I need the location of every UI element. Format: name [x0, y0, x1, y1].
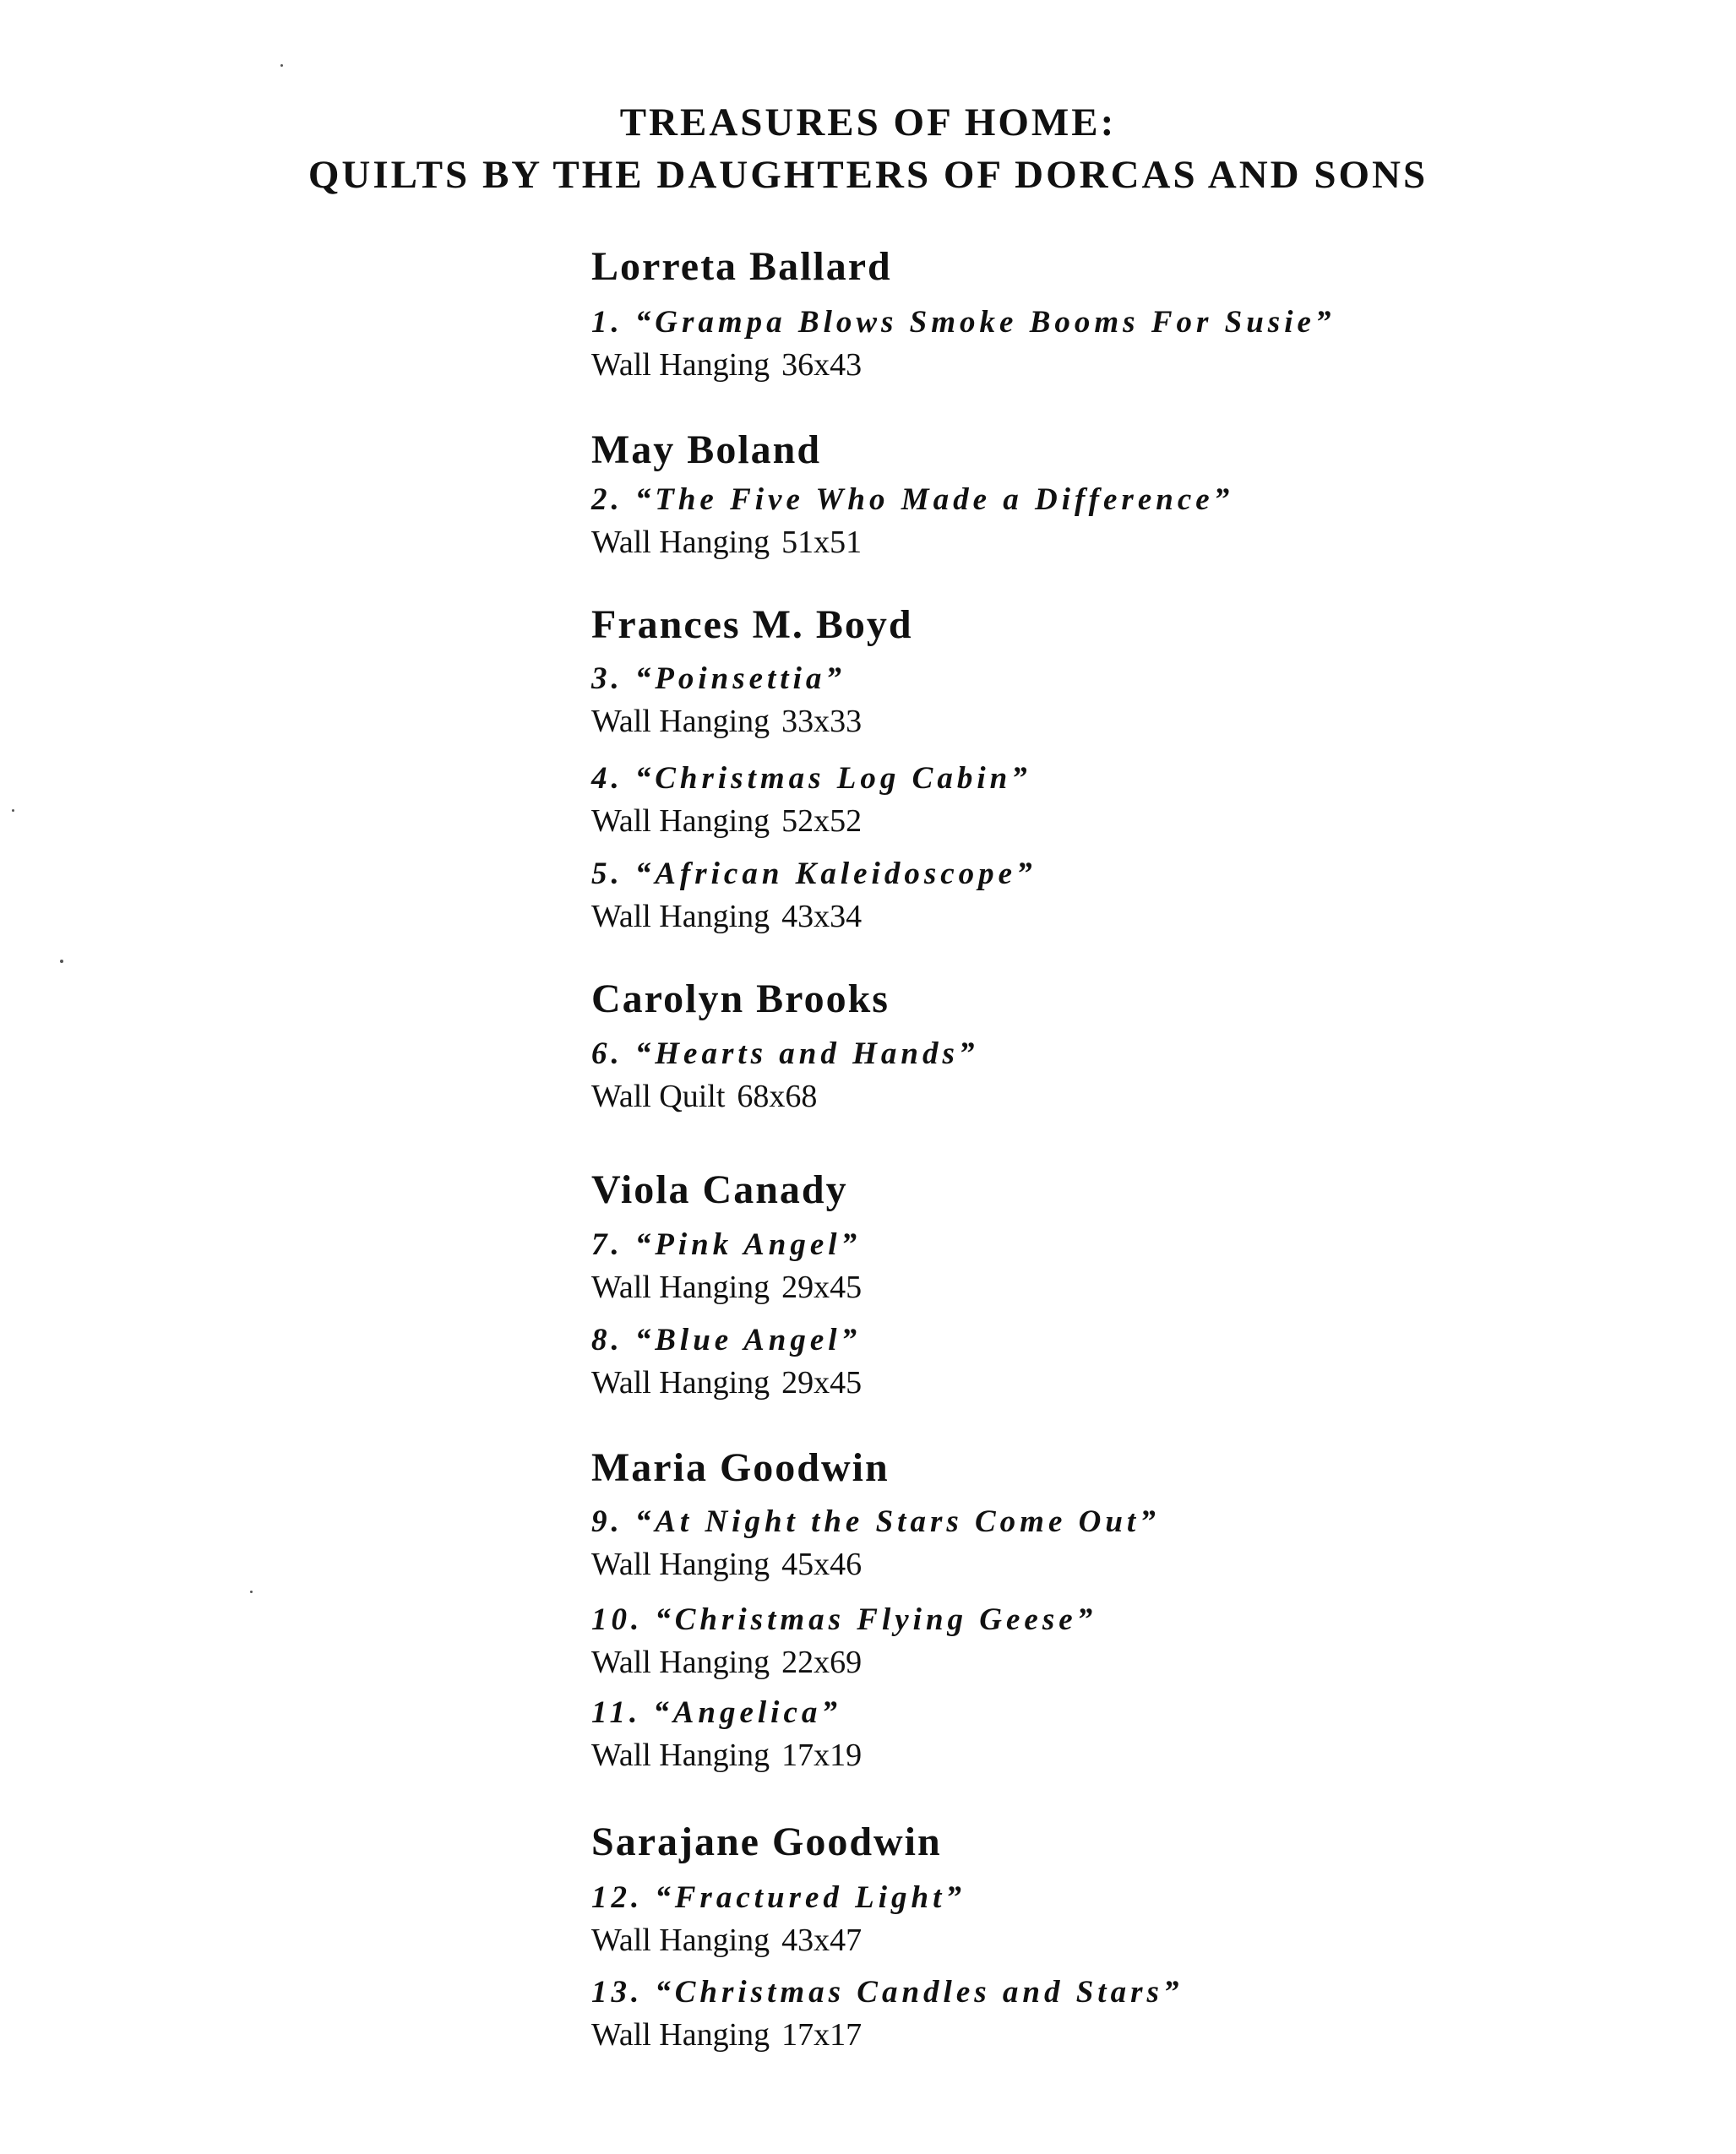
work-number: 6.: [591, 1036, 623, 1071]
work-number: 9.: [591, 1504, 623, 1539]
work-type: Wall Quilt: [591, 1079, 726, 1114]
work-title: [591, 1322, 861, 1358]
work-title-text: “The Five Who Made a Difference”: [634, 482, 1234, 517]
work-title-text: “Blue Angel”: [634, 1323, 862, 1357]
work-type: Wall Hanging: [591, 1738, 770, 1773]
work-title: [591, 856, 1037, 892]
artist-name: Frances M. Boyd: [591, 602, 913, 647]
work-dimensions: 43x47: [781, 1923, 863, 1958]
work-title-text: “Pink Angel”: [634, 1227, 862, 1262]
work-type: Wall Hanging: [591, 347, 770, 383]
work-dimensions: 29x45: [781, 1365, 863, 1401]
work-title: [591, 661, 846, 697]
scan-speck: [250, 1591, 253, 1593]
work-number: 8.: [591, 1323, 623, 1357]
work-number: 7.: [591, 1227, 623, 1262]
work-detail: [591, 1737, 862, 1774]
work-number: 11.: [591, 1695, 642, 1730]
work-dimensions: 36x43: [781, 347, 863, 383]
work-dimensions: 17x19: [781, 1738, 863, 1773]
work-title-text: “Angelica”: [653, 1695, 841, 1730]
scan-speck: [12, 809, 14, 812]
work-type: Wall Hanging: [591, 803, 770, 839]
work-detail: [591, 1364, 862, 1401]
work-title: [591, 1504, 1160, 1540]
work-dimensions: 45x46: [781, 1547, 863, 1582]
work-title-text: “African Kaleidoscope”: [634, 857, 1037, 891]
work-title-text: “Poinsettia”: [634, 661, 846, 696]
work-dimensions: 29x45: [781, 1270, 863, 1305]
work-number: 10.: [591, 1602, 644, 1637]
work-detail: [591, 1922, 862, 1959]
work-number: 4.: [591, 761, 623, 796]
work-dimensions: 68x68: [737, 1079, 818, 1114]
work-title-text: “At Night the Stars Come Out”: [634, 1504, 1160, 1539]
work-dimensions: 33x33: [781, 704, 863, 739]
work-title-text: “Christmas Candles and Stars”: [655, 1975, 1184, 2010]
work-type: Wall Hanging: [591, 1923, 770, 1958]
work-title: [591, 760, 1031, 797]
work-title-text: “Grampa Blows Smoke Booms For Susie”: [634, 305, 1336, 340]
page-subtitle: QUILTS BY THE DAUGHTERS OF DORCAS AND SONS: [307, 153, 1429, 197]
work-type: Wall Hanging: [591, 704, 770, 739]
work-title: [591, 1227, 861, 1263]
work-type: Wall Hanging: [591, 1365, 770, 1401]
work-detail: [591, 346, 862, 383]
work-title-text: “Christmas Flying Geese”: [655, 1602, 1097, 1637]
work-title-text: “Christmas Log Cabin”: [634, 761, 1031, 796]
work-title: [591, 1879, 966, 1916]
artist-name: May Boland: [591, 427, 822, 472]
work-number: 2.: [591, 482, 623, 517]
work-dimensions: 51x51: [781, 525, 863, 560]
scan-speck: [60, 960, 63, 963]
work-type: Wall Hanging: [591, 2017, 770, 2053]
work-number: 12.: [591, 1880, 644, 1915]
work-dimensions: 17x17: [781, 2017, 863, 2053]
work-detail: [591, 524, 862, 561]
work-number: 5.: [591, 857, 623, 891]
artist-name: Sarajane Goodwin: [591, 1819, 942, 1864]
work-type: Wall Hanging: [591, 1547, 770, 1582]
work-title: [591, 481, 1233, 518]
work-dimensions: 22x69: [781, 1645, 863, 1680]
work-detail: [591, 802, 862, 840]
work-type: Wall Hanging: [591, 1645, 770, 1680]
work-dimensions: 43x34: [781, 899, 863, 934]
work-detail: [591, 1269, 862, 1306]
work-title: [591, 1602, 1097, 1638]
work-title: [591, 1694, 841, 1731]
work-number: 13.: [591, 1975, 644, 2010]
work-detail: [591, 2016, 862, 2053]
work-dimensions: 52x52: [781, 803, 863, 839]
artist-name: Viola Canady: [591, 1167, 848, 1212]
work-title: [591, 304, 1335, 340]
work-detail: [591, 1078, 817, 1115]
work-detail: [591, 898, 862, 935]
work-type: Wall Hanging: [591, 1270, 770, 1305]
work-detail: [591, 1644, 862, 1681]
work-detail: [591, 1546, 862, 1583]
work-type: Wall Hanging: [591, 525, 770, 560]
work-title-text: “Fractured Light”: [655, 1880, 966, 1915]
scan-speck: [280, 64, 283, 67]
artist-name: Lorreta Ballard: [591, 244, 892, 289]
artist-name: Maria Goodwin: [591, 1445, 890, 1490]
work-title-text: “Hearts and Hands”: [634, 1036, 979, 1071]
work-type: Wall Hanging: [591, 899, 770, 934]
work-title: [591, 1036, 978, 1072]
work-number: 3.: [591, 661, 623, 696]
work-title: [591, 1974, 1183, 2010]
artist-name: Carolyn Brooks: [591, 976, 890, 1021]
page-title: TREASURES OF HOME:: [619, 101, 1117, 144]
work-number: 1.: [591, 305, 623, 340]
work-detail: [591, 703, 862, 740]
